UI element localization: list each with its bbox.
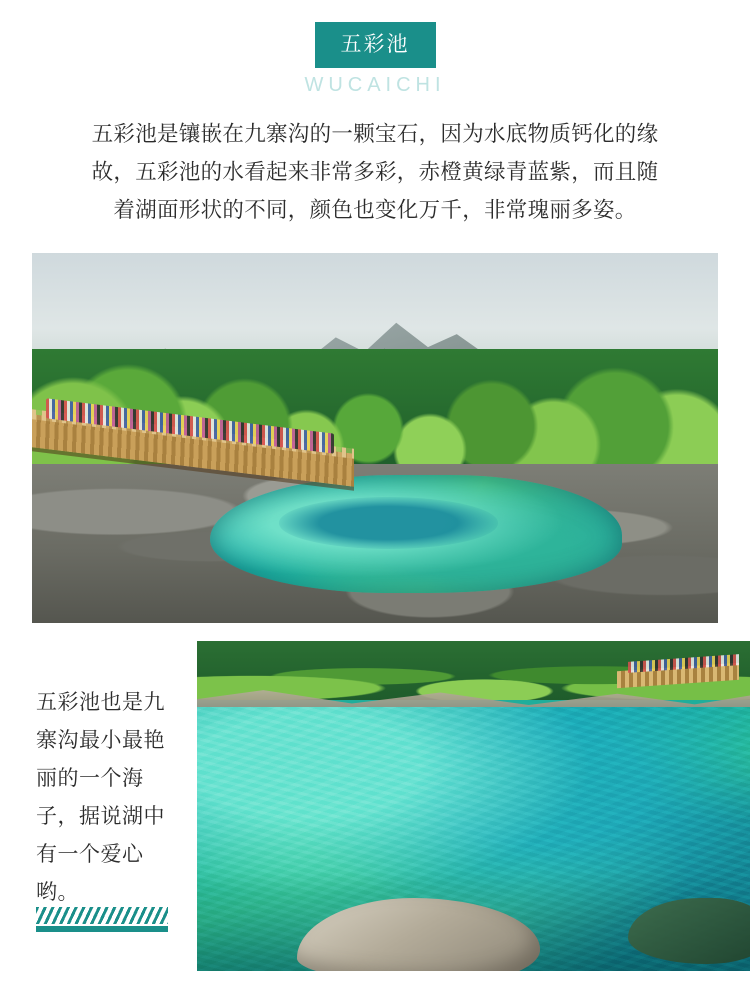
photo-wucaichi-panorama — [32, 253, 718, 623]
intro-paragraph: 五彩池是镶嵌在九寨沟的一颗宝石，因为水底物质钙化的缘故，五彩池的水看起来非常多彩，赤橙黄绿青蓝紫，而且随着湖面形状的不同，颜色也变化万千，非常瑰丽多姿。 — [91, 122, 659, 222]
page-title-pinyin: WUCAICHI — [304, 74, 446, 96]
side-paragraph: 五彩池也是九寨沟最小最艳丽的一个海子，据说湖中有一个爱心哟。 — [36, 691, 165, 904]
hatch-decoration — [36, 907, 168, 924]
bottom-section — [0, 641, 750, 971]
page-title: 五彩池 — [315, 22, 436, 68]
pond-deep-water — [279, 497, 499, 549]
page-header — [0, 0, 750, 97]
accent-bar — [36, 926, 168, 932]
photo-wucaichi-closeup — [197, 641, 750, 971]
